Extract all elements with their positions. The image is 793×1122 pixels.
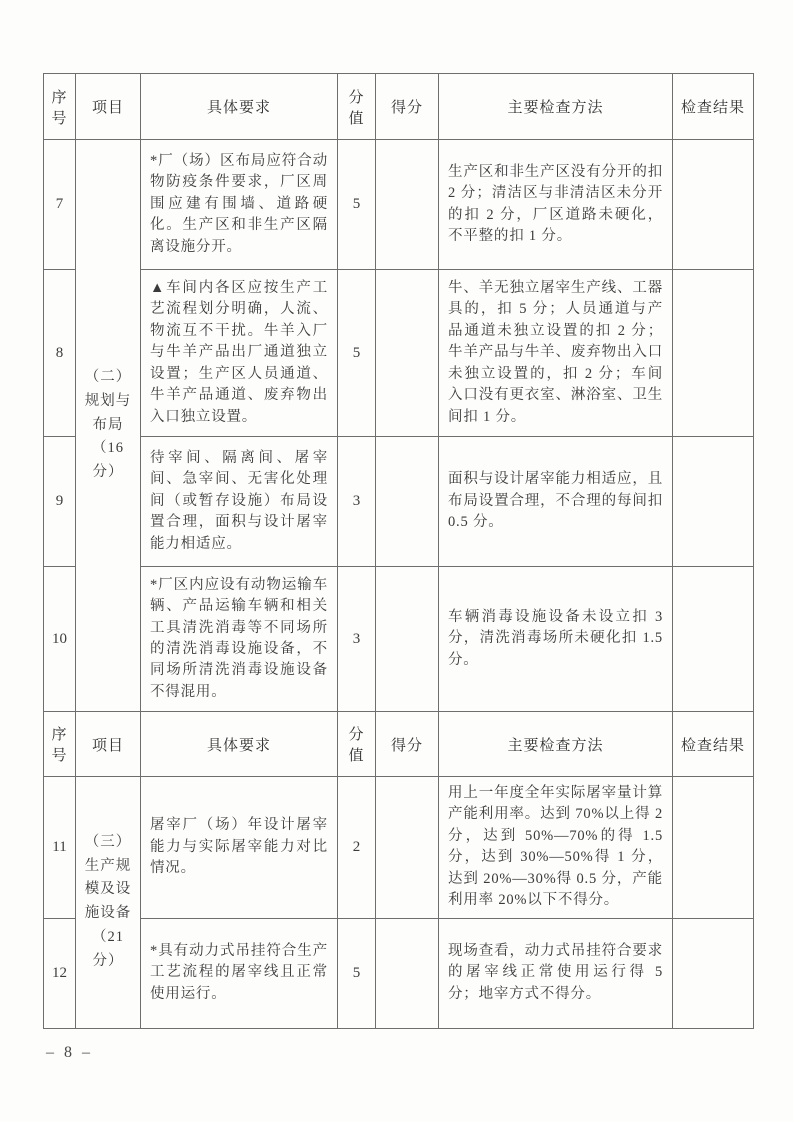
row-12-result-cell bbox=[673, 918, 754, 1028]
header-cell-serial: 序号 bbox=[44, 712, 76, 777]
row-8-method: 牛、羊无独立屠宰生产线、工器具的，扣 5 分；人员通道与产品通道未独立设置的扣 2 分；牛羊产品与牛羊、废弃物出入口未独立设置的，扣 2 分；车间入口没有更衣室、淋浴室、卫生间扣 1 分。 bbox=[439, 270, 673, 437]
header-cell-result: 检查结果 bbox=[673, 712, 754, 777]
header-cell-earned: 得分 bbox=[376, 712, 439, 777]
project-group-3-cell: （三）生产规模及设施设备（21分） bbox=[76, 777, 141, 1029]
row-11-earned-cell bbox=[376, 777, 439, 919]
row-10-score: 3 bbox=[338, 567, 376, 712]
row-11-result-cell bbox=[673, 777, 754, 919]
header-cell-project: 项目 bbox=[76, 712, 141, 777]
header-cell-earned: 得分 bbox=[376, 74, 439, 140]
row-9-earned-cell bbox=[376, 437, 439, 567]
project-group-2-cell: （二）规划与布局（16分） bbox=[76, 140, 141, 712]
header-cell-requirement: 具体要求 bbox=[141, 74, 338, 140]
row-10-result-cell bbox=[673, 567, 754, 712]
row-8-requirement: ▲车间内各区应按生产工艺流程划分明确，人流、物流互不干扰。牛羊入厂与牛羊产品出厂通道独立设置；生产区人员通道、牛羊产品通道、废弃物出入口独立设置。 bbox=[141, 270, 338, 437]
header-cell-method: 主要检查方法 bbox=[439, 74, 673, 140]
row-7-number: 7 bbox=[44, 140, 76, 270]
row-7-result-cell bbox=[673, 140, 754, 270]
table-row bbox=[44, 140, 754, 270]
table-row bbox=[44, 777, 754, 919]
row-12-earned-cell bbox=[376, 918, 439, 1028]
row-12-requirement: *具有动力式吊挂符合生产工艺流程的屠宰线且正常使用运行。 bbox=[141, 918, 338, 1028]
row-11-number: 11 bbox=[44, 777, 76, 919]
row-12-number: 12 bbox=[44, 918, 76, 1028]
row-9-requirement: 待宰间、隔离间、屠宰间、急宰间、无害化处理间（或暂存设施）布局设置合理，面积与设计屠宰能力相适应。 bbox=[141, 437, 338, 567]
row-8-earned-cell bbox=[376, 270, 439, 437]
table-header-row-repeat bbox=[44, 712, 754, 777]
header-cell-serial: 序号 bbox=[44, 74, 76, 140]
row-9-score: 3 bbox=[338, 437, 376, 567]
row-12-score: 5 bbox=[338, 918, 376, 1028]
row-8-score: 5 bbox=[338, 270, 376, 437]
row-7-requirement: *厂（场）区布局应符合动物防疫条件要求，厂区周围应建有围墙、道路硬化。生产区和非生产区隔离设施分开。 bbox=[141, 140, 338, 270]
header-cell-project: 项目 bbox=[76, 74, 141, 140]
row-8-result-cell bbox=[673, 270, 754, 437]
row-10-earned-cell bbox=[376, 567, 439, 712]
row-10-method: 车辆消毒设施设备未设立扣 3 分，清洗消毒场所未硬化扣 1.5 分。 bbox=[439, 567, 673, 712]
row-7-method: 生产区和非生产区没有分开的扣 2 分；清洁区与非清洁区未分开的扣 2 分，厂区道路未硬化，不平整的扣 1 分。 bbox=[439, 140, 673, 270]
header-cell-method: 主要检查方法 bbox=[439, 712, 673, 777]
row-8-number: 8 bbox=[44, 270, 76, 437]
row-12-method: 现场查看，动力式吊挂符合要求的屠宰线正常使用运行得 5 分；地宰方式不得分。 bbox=[439, 918, 673, 1028]
inspection-score-table bbox=[43, 73, 754, 1029]
row-10-requirement: *厂区内应设有动物运输车辆、产品运输车辆和相关工具清洗消毒等不同场所的清洗消毒设施设备，不同场所清洗消毒设施设备不得混用。 bbox=[141, 567, 338, 712]
header-cell-result: 检查结果 bbox=[673, 74, 754, 140]
page-number: – 8 – bbox=[46, 1044, 93, 1061]
row-11-score: 2 bbox=[338, 777, 376, 919]
row-11-method: 用上一年度全年实际屠宰量计算产能利用率。达到 70%以上得 2 分，达到 50%—70%的得 1.5 分，达到 30%—50%得 1 分，达到 20%—30%得 0.5 分，产能利用率 20%以下不得分。 bbox=[439, 777, 673, 919]
table-row bbox=[44, 270, 754, 437]
header-cell-score: 分值 bbox=[338, 712, 376, 777]
row-9-method: 面积与设计屠宰能力相适应，且布局设置合理，不合理的每间扣 0.5 分。 bbox=[439, 437, 673, 567]
row-7-score: 5 bbox=[338, 140, 376, 270]
table-row bbox=[44, 918, 754, 1028]
row-9-number: 9 bbox=[44, 437, 76, 567]
row-7-earned-cell bbox=[376, 140, 439, 270]
header-cell-score: 分值 bbox=[338, 74, 376, 140]
table-row bbox=[44, 437, 754, 567]
header-cell-requirement: 具体要求 bbox=[141, 712, 338, 777]
table-row bbox=[44, 567, 754, 712]
row-10-number: 10 bbox=[44, 567, 76, 712]
row-9-result-cell bbox=[673, 437, 754, 567]
row-11-requirement: 屠宰厂（场）年设计屠宰能力与实际屠宰能力对比情况。 bbox=[141, 777, 338, 919]
table-header-row bbox=[44, 74, 754, 140]
